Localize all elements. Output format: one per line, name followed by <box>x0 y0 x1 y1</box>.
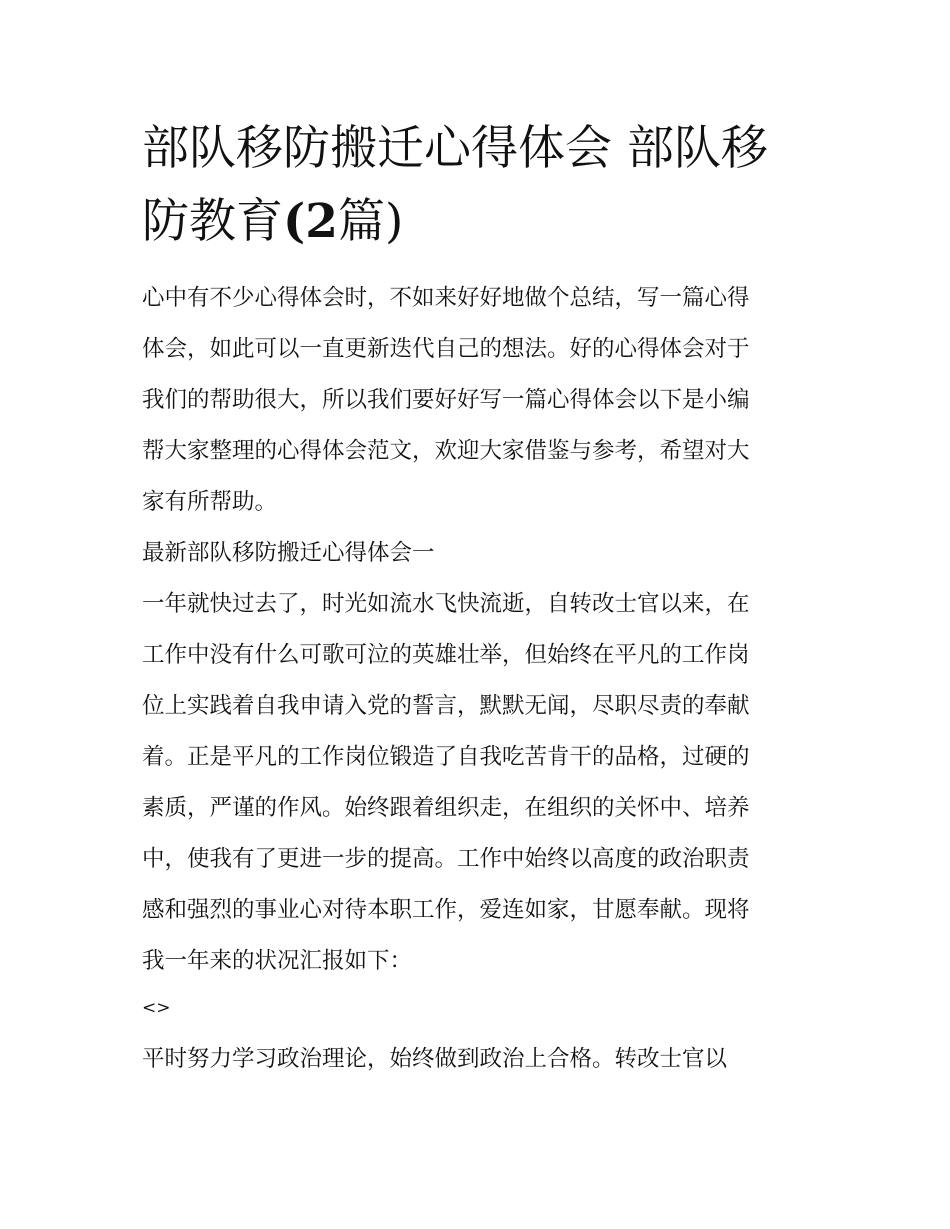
title-tail: 篇) <box>337 194 404 249</box>
section-line: 着。正是平凡的工作岗位锻造了自我吃苦肯干的品格，过硬的 <box>142 744 750 770</box>
intro-line: 帮大家整理的心得体会范文，欢迎大家借鉴与参考，希望对大 <box>142 438 750 464</box>
section-line: 我一年来的状况汇报如下： <box>142 948 413 974</box>
title-count: (2 <box>283 194 338 249</box>
section-line: 工作中没有什么可歌可泣的英雄壮举，但始终在平凡的工作岗 <box>142 642 750 668</box>
section-heading: 最新部队移防搬迁心得体会一 <box>142 540 435 566</box>
intro-line: 心中有不少心得体会时，不如来好好地做个总结，写一篇心得 <box>142 285 750 311</box>
section-line: 一年就快过去了，时光如流水飞快流逝，自转改士官以来，在 <box>142 591 750 617</box>
title-main: 部队移防搬迁心得体会 部队移防教育 <box>142 121 768 249</box>
section-line: 素质，严谨的作风。始终跟着组织走，在组织的关怀中、培养 <box>142 795 750 821</box>
section-line: 中，使我有了更进一步的提高。工作中始终以高度的政治职责 <box>142 846 750 872</box>
section-paragraph <box>142 579 814 987</box>
document-title <box>142 112 814 258</box>
intro-line: 家有所帮助。 <box>142 489 278 515</box>
closing-line: 平时努力学习政治理论，始终做到政治上合格。转改士官以 <box>142 1046 728 1072</box>
intro-line: 体会，如此可以一直更新迭代自己的想法。好的心得体会对于 <box>142 336 750 362</box>
intro-line: 我们的帮助很大，所以我们要好好写一篇心得体会以下是小编 <box>142 387 750 413</box>
document-content <box>142 112 814 1085</box>
section-line: 位上实践着自我申请入党的誓言，默默无闻，尽职尽责的奉献 <box>142 693 750 719</box>
section-line: 感和强烈的事业心对待本职工作，爱连如家，甘愿奉献。现将 <box>142 897 750 923</box>
angle-bracket-marker: <> <box>142 998 171 1018</box>
intro-paragraph <box>142 273 814 528</box>
